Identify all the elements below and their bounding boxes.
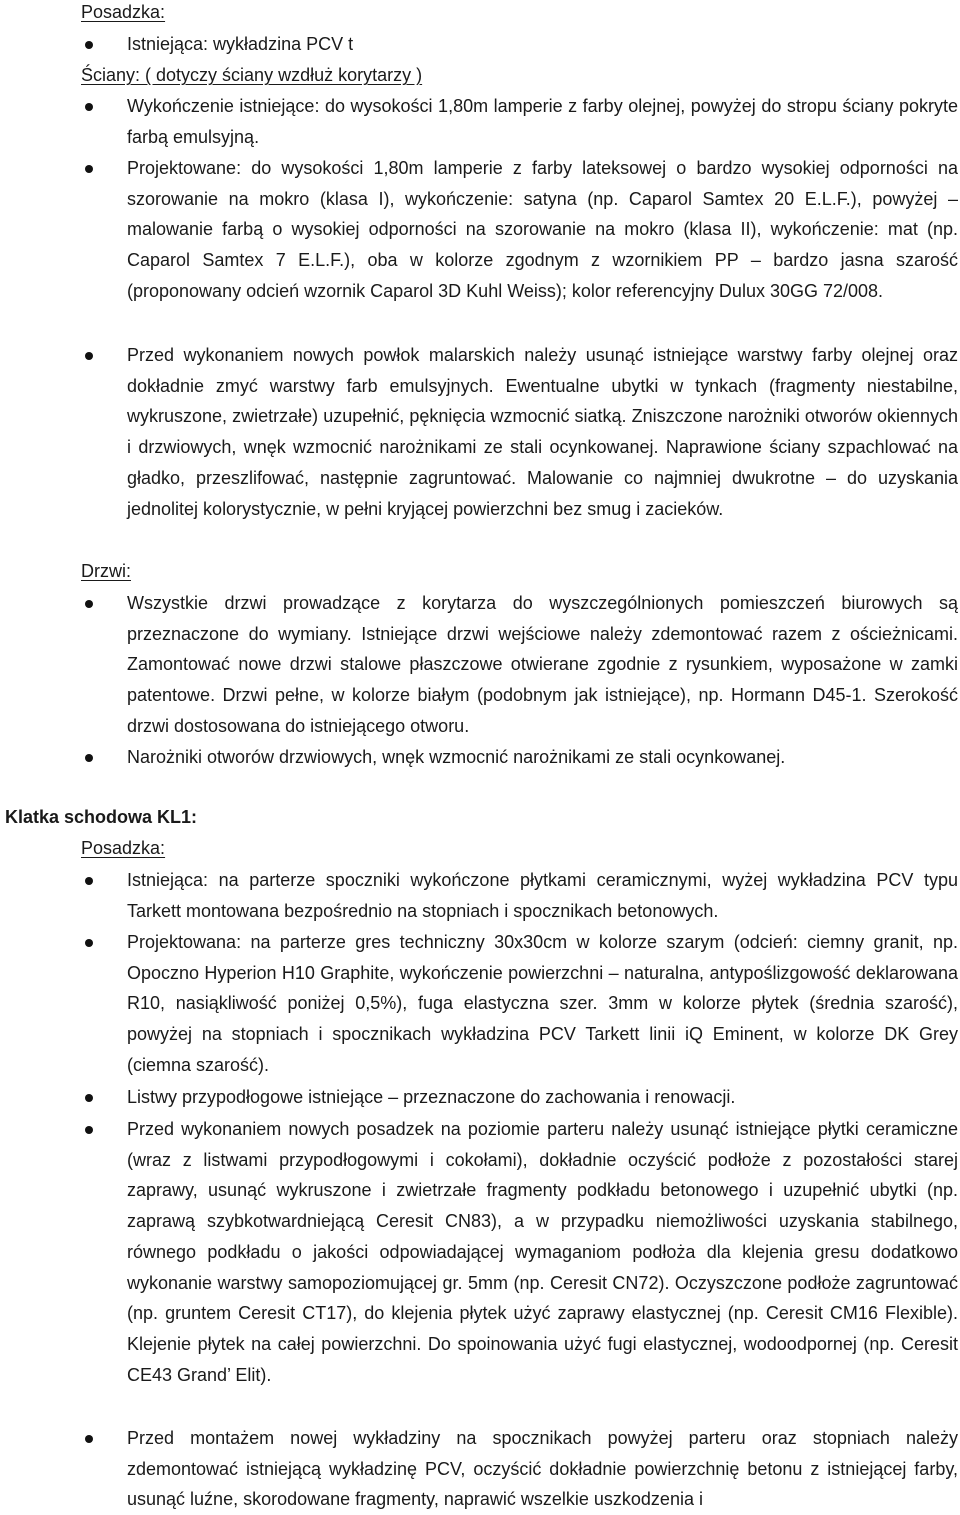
section-title-kl1: Klatka schodowa KL1: xyxy=(5,807,198,827)
bullet-icon xyxy=(85,1094,93,1102)
list-item xyxy=(127,340,958,524)
list-item-text: Istniejąca: na parterze spoczniki wykończone płytkami ceramicznymi, wyżej wykładzina PCV typu Tarkett montowana bezpośrednio na stopniach i spocznikach betonowych. xyxy=(127,870,958,921)
heading-doors: Drzwi: xyxy=(81,561,131,581)
bullet-icon xyxy=(85,1126,93,1134)
list-item-text: Projektowana: na parterze gres techniczny 30x30cm w kolorze szarym (odcień: ciemny granit, np. Opoczno Hyperion H10 Graphite, wykończenie powierzchni – naturalna, antypoślizgowość deklarowana R10, nasiąkliwość poniżej 0,5%), fuga elastyczna szer. 3mm w kolorze płytek (średnia szarość), powyżej na stopniach i spocznikach wykładzina PCV Tarkett linii iQ Eminent, w kolorze DK Grey (ciemna szarość). xyxy=(127,932,958,1075)
list-item xyxy=(127,153,958,307)
list-item xyxy=(127,588,958,742)
heading-walls: Ściany: ( dotyczy ściany wzdłuż korytarzy ) xyxy=(81,65,423,85)
list-item-text: Projektowane: do wysokości 1,80m lamperie z farby lateksowej o bardzo wysokiej odporności na szorowanie na mokro (klasa I), wykończenie: satyna (np. Caparol Samtex 20 E.L.F.), powyżej – malowanie farbą o wysokiej odporności na szorowanie na mokro (klasa II), wykończenie: mat (np. Caparol Samtex 7 E.L.F.), oba w kolorze zgodnym z wzornikiem PP – bardzo jasna szarość (proponowany odcień wzornik Caparol 3D Kuhl Weiss); kolor referencyjny Dulux 30GG 72/008. xyxy=(127,158,958,301)
list-item xyxy=(127,29,958,60)
heading-floor-kl1: Posadzka: xyxy=(81,838,166,858)
list-item xyxy=(127,742,958,773)
list-item xyxy=(127,927,958,1081)
list-item-text: Przed wykonaniem nowych powłok malarskich należy usunąć istniejące warstwy farby olejnej oraz dokładnie zmyć warstwy farb emulsyjnych. Ewentualne ubytki w tynkach (fragmenty niestabilne, wykruszone, zwietrzałe) uzupełnić, pęknięcia wzmocnić siatką. Zniszczone narożniki otworów okiennych i drzwiowych, wnęk wzmocnić narożnikami ze stali ocynkowanej. Naprawione ściany szpachlować na gładko, przeszlifować, następnie zagruntować. Malowanie co najmniej dwukrotne – do uzyskania jednolitej kolorystycznie, w pełni kryjącej powierzchni bez smug i zacieków. xyxy=(127,345,958,519)
list-item xyxy=(127,1423,958,1515)
bullet-icon xyxy=(85,754,93,762)
list-item-text: Wszystkie drzwi prowadzące z korytarza do wyszczególnionych pomieszczeń biurowych są przeznaczone do wymiany. Istniejące drzwi wejściowe należy zdemontować razem z ościeżnicami. Zamontować nowe drzwi stalowe płaszczowe otwierane zgodnie z rysunkiem, wyposażone w zamki patentowe. Drzwi pełne, w kolorze białym (podobnym jak istniejące), np. Hormann D45-1. Szerokość drzwi dostosowana do istniejącego otworu. xyxy=(127,593,958,736)
bullet-icon xyxy=(85,600,93,608)
list-item-text: Wykończenie istniejące: do wysokości 1,80m lamperie z farby olejnej, powyżej do stropu ściany pokryte farbą emulsyjną. xyxy=(127,96,958,147)
list-item xyxy=(127,1082,958,1113)
bullet-icon xyxy=(85,103,93,111)
bullet-icon xyxy=(85,165,93,173)
list-item-text: Listwy przypodłogowe istniejące – przeznaczone do zachowania i renowacji. xyxy=(127,1087,736,1107)
bullet-icon xyxy=(85,1435,93,1443)
bullet-icon xyxy=(85,877,93,885)
list-item xyxy=(127,1114,958,1390)
list-item xyxy=(127,91,958,152)
bullet-icon xyxy=(85,352,93,360)
list-item-text: Przed montażem nowej wykładziny na spocznikach powyżej parteru oraz stopniach należy zdemontować istniejącą wykładzinę PCV, oczyścić dokładnie powierzchnię betonu z istniejącej farby, usunąć luźne, skorodowane fragmenty, naprawić wszelkie uszkodzenia i xyxy=(127,1428,958,1510)
bullet-icon xyxy=(85,939,93,947)
bullet-icon xyxy=(85,41,93,49)
list-item-text: Narożniki otworów drzwiowych, wnęk wzmocnić narożnikami ze stali ocynkowanej. xyxy=(127,747,786,767)
list-item xyxy=(127,865,958,926)
list-item-text: Istniejąca: wykładzina PCV t xyxy=(127,34,354,54)
list-item-text: Przed wykonaniem nowych posadzek na poziomie parteru należy usunąć istniejące płytki ceramiczne (wraz z listwami przypodłogowymi i cokołami), dokładnie oczyścić podłoże z pozostałości starej zaprawy, usunąć wykruszone i zwietrzałe fragmenty podkładu betonowego i uzupełnić ubytki (np. zaprawą szybkotwardniejącą Ceresit CN83), a w przypadku niemożliwości uzyskania stabilnego, równego podkładu o jakości odpowiadającej wymaganiom podłoża dla klejenia gresu dodatkowo wykonanie warstwy samopoziomującej gr. 5mm (np. Ceresit CN72). Oczyszczone podłoże zagruntować (np. gruntem Ceresit CT17), do klejenia płytek użyć zaprawy elastycznej (np. Ceresit CM16 Flexible). Klejenie płytek na całej powierzchni. Do spoinowania użyć fugi elastycznej, wodoodpornej (np. Ceresit CE43 Grand’ Elit). xyxy=(127,1119,958,1385)
heading-floor: Posadzka: xyxy=(81,2,166,22)
